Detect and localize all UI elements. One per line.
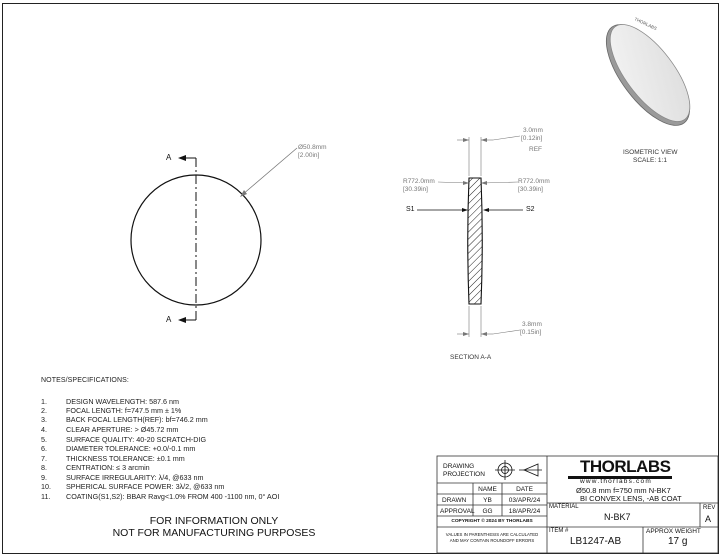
- rev-value: A: [705, 514, 712, 524]
- surface-1-label: S1: [406, 206, 415, 213]
- diameter-dimension-in: [2.00in]: [298, 152, 320, 159]
- approval-date: 18/APR/24: [508, 508, 541, 515]
- radius-left-in: [30.39in]: [403, 186, 428, 193]
- drawn-label: DRAWN: [442, 497, 467, 504]
- thickness-ref: REF: [529, 146, 542, 153]
- svg-text:THORLABS: THORLABS: [633, 16, 658, 32]
- rev-label: REV: [703, 505, 716, 511]
- copyright: COPYRIGHT © 2024 BY THORLABS: [451, 519, 533, 524]
- item-number: LB1247-AB: [570, 536, 622, 547]
- name-header: NAME: [478, 486, 497, 493]
- front-view: [131, 148, 297, 323]
- note-item: 1. DESIGN WAVELENGTH: 587.6 nm: [41, 397, 180, 406]
- isometric-scale: SCALE: 1:1: [633, 157, 667, 164]
- thickness-in: [0.12in]: [521, 135, 543, 142]
- note-item: 5. SURFACE QUALITY: 40-20 SCRATCH-DIG: [41, 435, 207, 444]
- diameter-dimension-mm: Ø50.8mm: [298, 144, 327, 151]
- approval-name: GG: [482, 508, 493, 515]
- disclaimer: [84, 515, 344, 539]
- radius-right-in: [30.39in]: [518, 186, 543, 193]
- note-item: 10. SPHERICAL SURFACE POWER: 3λ/2, @633 nm: [41, 482, 225, 491]
- date-header: DATE: [516, 486, 533, 493]
- isometric-title: ISOMETRIC VIEW: [623, 149, 678, 156]
- thorlabs-logo: THORLABS: [580, 457, 671, 476]
- note-item: 9. SURFACE IRREGULARITY: λ/4, @633 nm: [41, 473, 204, 482]
- description-line-2: BI CONVEX LENS, -AB COAT: [580, 494, 682, 503]
- drawn-date: 03/APR/24: [508, 497, 541, 504]
- material-value: N-BK7: [604, 512, 631, 522]
- note-item: 2. FOCAL LENGTH: f=747.5 mm ± 1%: [41, 406, 182, 415]
- approval-label: APPROVAL: [440, 508, 475, 515]
- disclaimer-line-1: FOR INFORMATION ONLY: [149, 515, 279, 527]
- item-label: ITEM #: [549, 528, 569, 534]
- edge-thickness-mm: 3.8mm: [522, 321, 542, 328]
- weight-label: APPROX WEIGHT: [646, 528, 701, 535]
- isometric-view: [591, 11, 705, 138]
- diameter-leader: [242, 148, 297, 195]
- section-marker-bottom: A: [166, 315, 172, 324]
- thickness-mm: 3.0mm: [523, 127, 543, 134]
- note-item: 11. COATING(S1,S2): BBAR Ravg<1.0% FROM 400 -1100 nm, 0° AOI: [41, 492, 280, 501]
- notes-title: NOTES/SPECIFICATIONS:: [41, 377, 129, 384]
- drawing-projection-label: DRAWING PROJECTION: [443, 463, 485, 478]
- surface-2-label: S2: [526, 206, 535, 213]
- note-item: 4. CLEAR APERTURE: > Ø45.72 mm: [41, 425, 179, 434]
- website: www.thorlabs.com: [580, 478, 652, 485]
- projection-symbol: [495, 460, 542, 480]
- values-note: VALUES IN PARENTHESIS ARE CALCULATED AND MAY CONTAIN ROUNDOFF ERRORS: [445, 532, 539, 543]
- radius-left-mm: R772.0mm: [403, 178, 435, 185]
- section-title: SECTION A-A: [450, 354, 492, 361]
- material-label: MATERIAL: [549, 504, 579, 510]
- description-line-1: Ø50.8 mm f=750 mm N-BK7: [576, 486, 671, 495]
- edge-thickness-in: [0.15in]: [520, 329, 542, 336]
- note-item: 6. DIAMETER TOLERANCE: +0.0/-0.1 mm: [41, 444, 196, 453]
- weight-value: 17 g: [668, 536, 688, 547]
- note-item: 7. THICKNESS TOLERANCE: ±0.1 mm: [41, 454, 185, 463]
- lens-section: [468, 178, 483, 304]
- note-item: 8. CENTRATION: ≤ 3 arcmin: [41, 463, 150, 472]
- drawn-name: YB: [483, 497, 492, 504]
- disclaimer-line-2: NOT FOR MANUFACTURING PURPOSES: [112, 527, 316, 539]
- isometric-lens: [596, 12, 704, 134]
- section-view: [417, 136, 523, 337]
- section-marker-top: A: [166, 153, 172, 162]
- note-item: 3. BACK FOCAL LENGTH(REF): bf=746.2 mm: [41, 415, 208, 424]
- radius-right-mm: R772.0mm: [518, 178, 550, 185]
